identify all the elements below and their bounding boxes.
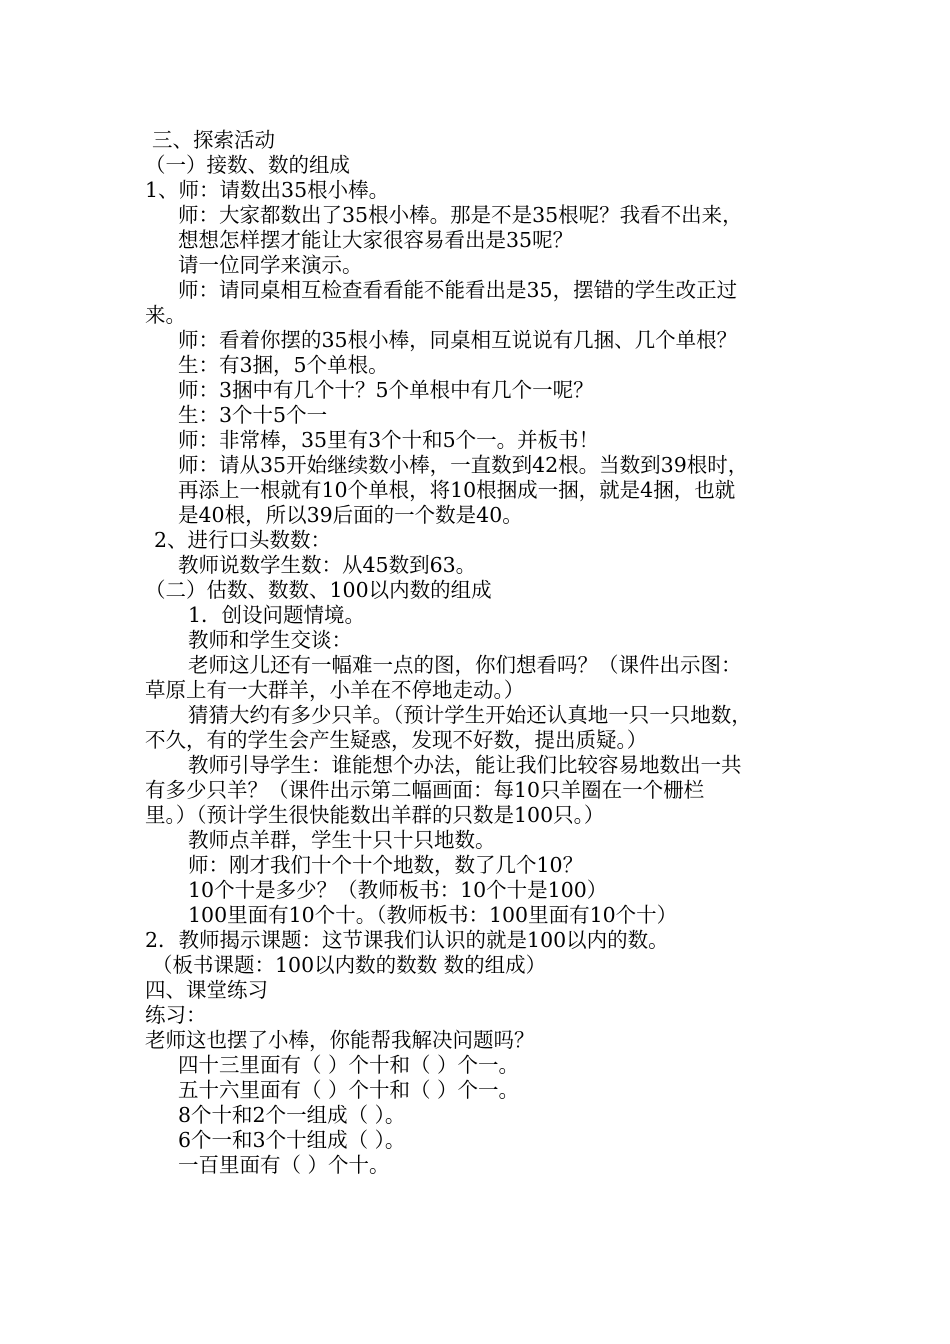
text-line: 草原上有一大群羊，小羊在不停地走动。）: [145, 678, 525, 702]
section-heading: 三、探索活动: [152, 128, 275, 152]
exercise-item: 6个一和3个十组成（ ）。: [178, 1128, 406, 1152]
subsection-heading: （二）估数、数数、100以内数的组成: [145, 578, 492, 602]
text-line: 是40根，所以39后面的一个数是40。: [178, 503, 523, 527]
text-line: 100里面有10个十。（教师板书：100里面有10个十）: [188, 903, 678, 927]
text-line: 教师点羊群，学生十只十只地数。: [188, 828, 496, 852]
text-line: 2、进行口头数数：: [154, 528, 332, 552]
text-line: 老师这也摆了小棒，你能帮我解决问题吗？: [145, 1028, 535, 1052]
text-line: 教师和学生交谈：: [188, 628, 352, 652]
text-line: （板书课题：100以内数的数数 数的组成）: [152, 953, 547, 977]
text-line: 师：看着你摆的35根小棒，同桌相互说说有几捆、几个单根？: [178, 328, 738, 352]
text-line: 有多少只羊？（课件出示第二幅画面：每10只羊圈在一个栅栏: [145, 778, 705, 802]
text-line: 不久，有的学生会产生疑惑，发现不好数，提出质疑。）: [145, 728, 648, 752]
text-line: 师：大家都数出了35根小棒。那是不是35根呢？我看不出来，: [178, 203, 743, 227]
text-line: 师：3捆中有几个十？5个单根中有几个一呢？: [178, 378, 594, 402]
text-line: 来。: [145, 303, 186, 327]
text-line: 师：请同桌相互检查看看能不能看出是35，摆错的学生改正过: [178, 278, 738, 302]
text-line: 老师这儿还有一幅难一点的图，你们想看吗？（课件出示图：: [188, 653, 742, 677]
text-line: 1、师：请数出35根小棒。: [145, 178, 390, 202]
text-line: 1．创设问题情境。: [188, 603, 366, 627]
text-line: 再添上一根就有10个单根，将10根捆成一捆，就是4捆，也就: [178, 478, 736, 502]
text-line: 师：非常棒，35里有3个十和5个一。并板书！: [178, 428, 600, 452]
text-line: 2．教师揭示课题：这节课我们认识的就是100以内的数。: [145, 928, 669, 952]
text-line: 10个十是多少？（教师板书：10个十是100）: [188, 878, 608, 902]
text-line: 教师引导学生：谁能想个办法，能让我们比较容易地数出一共: [188, 753, 742, 777]
text-line: 请一位同学来演示。: [178, 253, 363, 277]
text-line: 想想怎样摆才能让大家很容易看出是35呢？: [178, 228, 574, 252]
exercise-item: 四十三里面有（ ）个十和（ ）个一。: [178, 1053, 520, 1077]
text-line: 生：有3捆，5个单根。: [178, 353, 389, 377]
text-line: 师：刚才我们十个十个地数，数了几个10？: [188, 853, 584, 877]
section-heading: 四、课堂练习: [145, 978, 268, 1002]
text-line: 教师说数学生数：从45数到63。: [178, 553, 477, 577]
subsection-heading: （一）接数、数的组成: [145, 153, 350, 177]
exercise-item: 8个十和2个一组成（ ）。: [178, 1103, 406, 1127]
text-line: 猜猜大约有多少只羊。（预计学生开始还认真地一只一只地数，: [188, 703, 752, 727]
text-line: 练习：: [145, 1003, 207, 1027]
exercise-item: 一百里面有（ ）个十。: [178, 1153, 390, 1177]
text-line: 师：请从35开始继续数小棒，一直数到42根。当数到39根时，: [178, 453, 749, 477]
text-line: 生：3个十5个一: [178, 403, 328, 427]
exercise-item: 五十六里面有（ ）个十和（ ）个一。: [178, 1078, 520, 1102]
text-line: 里。）（预计学生很快能数出羊群的只数是100只。）: [145, 803, 605, 827]
